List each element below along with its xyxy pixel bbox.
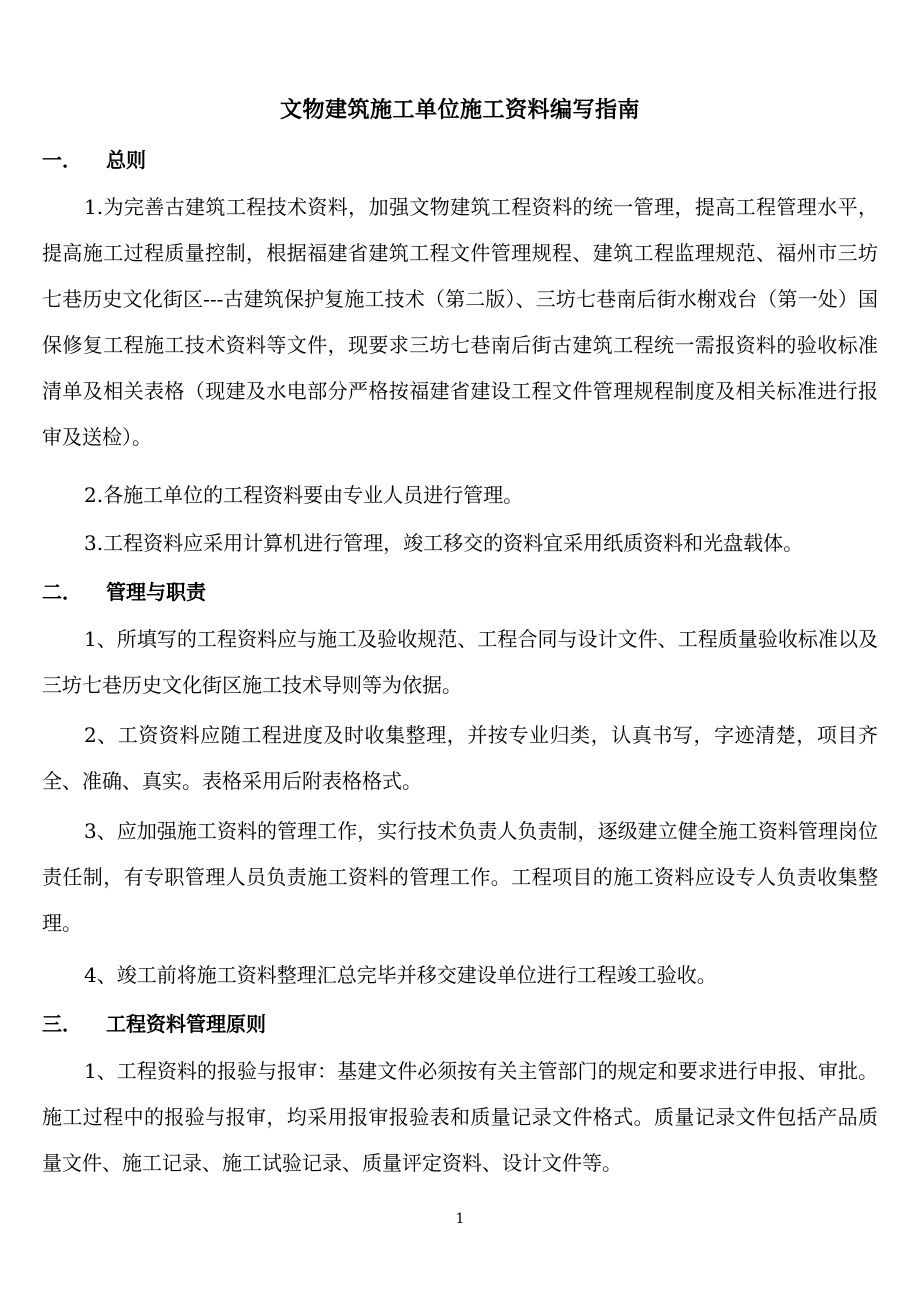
- paragraph: 2、工资资料应随工程进度及时收集整理，并按专业归类，认真书写，字迹清楚，项目齐全、准确、真实。表格采用后附表格格式。: [42, 723, 878, 793]
- section-number: 二．: [42, 580, 82, 604]
- section-number: 一．: [42, 148, 82, 172]
- paragraph: 1.为完善古建筑工程技术资料，加强文物建筑工程资料的统一管理，提高工程管理水平，提高施工过程质量控制，根据福建省建筑工程文件管理规程、建筑工程监理规范、福州市三坊七巷历史文化街区---古建筑保护复施工技术（第二版）、三坊七巷南后街水榭戏台（第一处）国保修复工程施工技术资料等文件，现要求三坊七巷南后街古建筑工程统一需报资料的验收标准清单及相关表格（现建及水电部分严格按福建省建设工程文件管理规程制度及相关标准进行报审及送检）。: [42, 195, 878, 449]
- paragraph: 4、竣工前将施工资料整理汇总完毕并移交建设单位进行工程竣工验收。: [84, 963, 717, 987]
- section-heading-principles: [42, 1010, 266, 1038]
- section-number: 三．: [42, 1012, 82, 1036]
- paragraph: 3.工程资料应采用计算机进行管理，竣工移交的资料宜采用纸质资料和光盘载体。: [84, 531, 804, 555]
- section-title: 工程资料管理原则: [106, 1012, 266, 1036]
- section-title: 总则: [106, 148, 146, 172]
- paragraph: 1、所填写的工程资料应与施工及验收规范、工程合同与设计文件、工程质量验收标准以及三坊七巷历史文化街区施工技术导则等为依据。: [42, 627, 878, 697]
- section-heading-general: [42, 146, 146, 174]
- paragraph: 1、工程资料的报验与报审：基建文件必须按有关主管部门的规定和要求进行申报、审批。施工过程中的报验与报审，均采用报审报验表和质量记录文件格式。质量记录文件包括产品质量文件、施工记录、施工试验记录、质量评定资料、设计文件等。: [42, 1059, 878, 1175]
- section-heading-management: [42, 578, 206, 606]
- section-title: 管理与职责: [106, 580, 206, 604]
- paragraph: 3、应加强施工资料的管理工作，实行技术负责人负责制，逐级建立健全施工资料管理岗位责任制，有专职管理人员负责施工资料的管理工作。工程项目的施工资料应设专人负责收集整理。: [42, 819, 878, 935]
- document-title: 文物建筑施工单位施工资料编写指南: [279, 97, 640, 123]
- page-number: 1: [455, 1211, 465, 1227]
- paragraph: 2.各施工单位的工程资料要由专业人员进行管理。: [84, 483, 524, 507]
